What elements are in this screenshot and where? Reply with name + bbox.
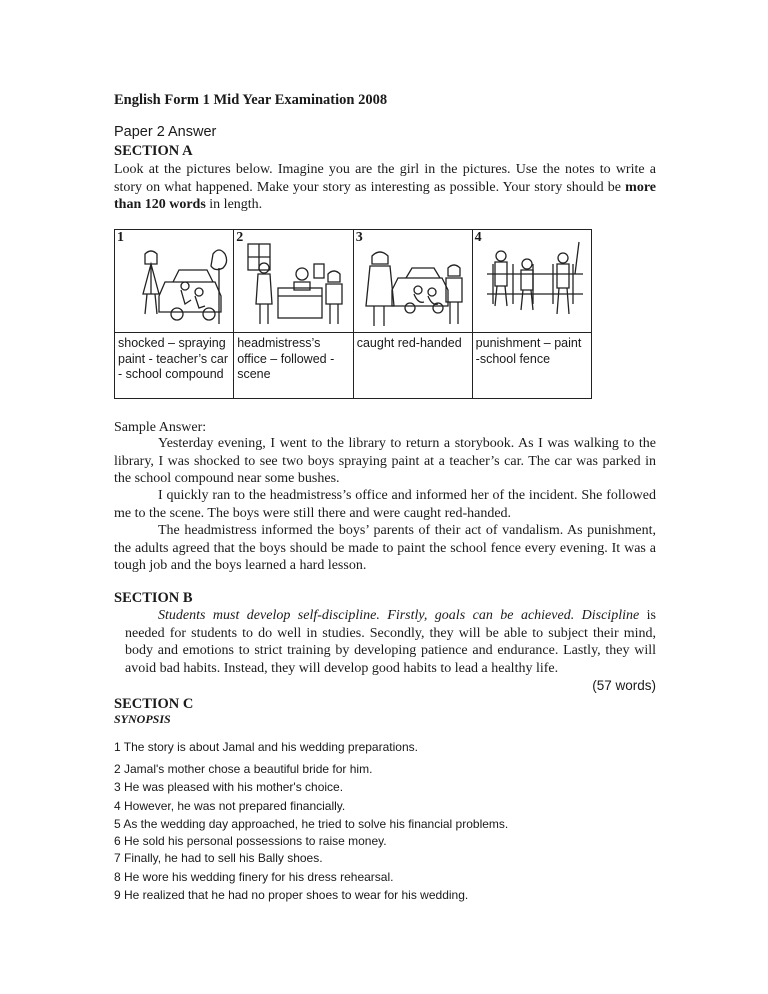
picture-note-4: punishment – paint -school fence [472,333,591,399]
picture-cell-4 [472,230,591,333]
list-item: 1 The story is about Jamal and his wedding preparations. [114,740,418,754]
section-c-heading: SECTION C [114,696,194,712]
section-a-instructions: Look at the pictures below. Imagine you are the girl in the pictures. Use the notes to write a story on what happened. Make your story as interesting as possible. Your story should be more than 120 words in length. [114,162,656,212]
picture-table [114,229,592,399]
picture-4-illustration [483,234,587,330]
picture-cell-2 [234,230,354,333]
list-item: 6 He sold his personal possessions to raise money. [114,834,387,848]
picture-number: 3 [355,230,363,245]
list-item: 2 Jamal's mother chose a beautiful bride for him. [114,762,373,776]
picture-number: 4 [474,230,482,245]
section-a-heading: SECTION A [114,143,193,159]
document-title: English Form 1 Mid Year Examination 2008 [114,92,388,108]
section-b-paragraph: Students must develop self-discipline. Firstly, goals can be achieved. Discipline is needed for students to do well in studies. Secondly, they will be able to subject their mind, body and emotions to strict training by developing patience and endurance. Lastly, they will avoid bad habits. Instead, they will develop good habits to lead a healthy life. [125,608,656,676]
picture-3-illustration [364,234,468,330]
picture-note-1: shocked – spraying paint - teacher’s car - school compound [115,333,234,399]
synopsis-label: SYNOPSIS [114,712,171,726]
picture-note-3: caught red-handed [353,333,472,399]
picture-1-illustration [125,234,229,330]
list-item: 9 He realized that he had no proper shoes to wear for his wedding. [114,888,469,902]
picture-number: 1 [117,230,124,245]
section-b-heading: SECTION B [114,590,193,606]
list-item: 8 He wore his wedding finery for his dress rehearsal. [114,870,394,884]
list-item: 7 Finally, he had to sell his Bally shoes. [114,851,323,865]
word-count: (57 words) [592,678,656,693]
picture-cell-3 [353,230,472,333]
list-item: 3 He was pleased with his mother's choice. [114,780,344,794]
sample-answer-label: Sample Answer: [114,420,207,435]
sample-paragraph-2: I quickly ran to the headmistress’s office and informed her of the incident. She followed me to the scene. The boys were still there and were caught red-handed. [114,488,656,521]
picture-2-illustration [244,234,348,330]
picture-note-2: headmistress’s office – followed - scene [234,333,354,399]
sample-paragraph-1: Yesterday evening, I went to the library to return a storybook. As I was walking to the library, I was shocked to see two boys spraying paint at a teacher’s car. The car was parked in the school compound near some bushes. [114,436,656,486]
sample-paragraph-3: The headmistress informed the boys’ parents of their act of vandalism. As punishment, the adults agreed that the boys should be made to paint the school fence every evening. It was a tough job and the boys learned a hard lesson. [114,523,656,573]
list-item: 4 However, he was not prepared financially. [114,799,346,813]
document-subtitle: Paper 2 Answer [114,124,217,140]
list-item: 5 As the wedding day approached, he tried to solve his financial problems. [114,817,509,831]
picture-number: 2 [236,230,244,245]
picture-cell-1 [115,230,234,333]
